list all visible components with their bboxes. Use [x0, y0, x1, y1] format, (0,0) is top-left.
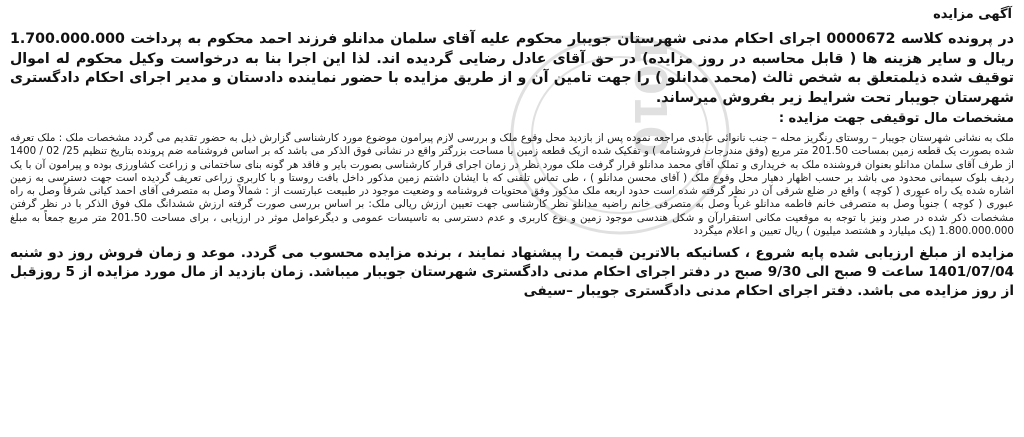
- notice-title: آگهی مزایده: [933, 7, 1012, 22]
- specs-heading: مشخصات مال توقیفی جهت مزایده :: [778, 111, 1014, 126]
- specs-body: ملک به نشانی شهرستان جویبار – روستای رنگریز محله – جنب نانوائی عابدی مراجعه نموده پس از بازدید محل وقوع ملک و بررسی لازم پیرامون موضوع مورد کارشناسی گزارش ذیل به حضور تقدیم می گردد مشخصات ملک : ملک تعرفه شده بصورت یک قطعه زمین بمساحت 201.50 متر مربع (وفق مندرجات فروشنامه ) و تفکیک شده ازیک قطعه زمین با مساحت بزرگتر واقع در نشانی فوق الذکر می باشد که بر اساس فروشنامه ضم پرونده بتاریخ تنظیم 25/ 02 / 1400 از طرف آقای سلمان مدانلو بعنوان فروشنده ملک به خریداری و تملک آقای محمد مدانلو قرار گرفت ملک مورد نظر در زمان اجرای قرار کارشناسی بصورت بایر و فاقد هر گونه بنای ساختمانی و زراعت کشاورزی بوده و پیرامون آن با یک ردیف بلوک سیمانی محدود می باشد بر حسب اظهار دهیار محل وقوع ملک ( آقای محسن مدانلو ) ، طی تماس تلفنی که با ایشان داشتم زمین مذکور داخل بافت روستا و با کاربری زراعی تعریف گردیده است جهت دسترسی به زمین اشاره شده یک راه عبوری ( کوچه ) واقع در ضلع شرقی آن در نظر گرفته شده است حدود اربعه ملک مذکور وفق محتویات فروشنامه و وضعیت موجود در طبیعت عبارتست از : شمالاً وصل به متصرفی آقای احمد کیانی شرقاً وصل به راه عبوری ( کوچه ) جنوباً وصل به متصرفی خانم فاطمه مدانلو غرباً وصل به متصرفی خانم راضیه مدانلو نظر کارشناسی جهت تعیین ارزش ریالی ملک: بر اساس بررسی صورت گرفته ارزش ششدانگ ملک فوق الذکر با در نظر گرفتن مشخصات ذکر شده در صدر ونیز با توجه به موقعیت مکانی استقرارآن و شکل هندسی موجود زمین و نوع کاربری و عدم دسترسی به تاسیسات عمومی و دیگرعوامل موثر در ارزیابی ، برای مساحت 201.50 متر مربع جمعاً به مبلغ 1.800.000.000 (یک میلیارد و هشتصد میلیون ) ریال تعیین و اعلام میگردد: [10, 132, 1015, 238]
- notice-outro: مزایده از مبلغ ارزیابی شده پایه شروع ، کسانیکه بالاترین قیمت را پیشنهاد نمایند ، برنده مزایده محسوب می گردد. موعد و زمان فروش روز دو شنبه 1401/07/04 ساعت 9 صبح الی 9/30 صبح در دفتر اجرای احکام مدنی دادگستری شهرستان جویبار میباشد. زمان بازدید از مال مورد مزایده از 5 روزقبل از روز مزایده می باشد. دفتر اجرای احکام مدنی دادگستری جویبار –سیفی: [10, 245, 1014, 300]
- stamp-number: 1010: [624, 33, 675, 157]
- notice-intro: در پرونده کلاسه 0000672 اجرای احکام مدنی شهرستان جویبار محکوم علیه آقای سلمان مدانلو فرزند احمد محکوم به پرداخت 1.700.000.000 ریال و سایر هزینه ها ( قابل محاسبه در روز مزایده) در حق آقای عادل رضایی گردیده اند. لذا این اجرا بنا به درخواست وکیل محکوم له اموال توقیف شده ذیلمتعلق به شخص ثالث (محمد مدانلو ) را جهت تامین آن و از طریق مزایده با حضور نماینده دادستان و مدیر اجرای احکام دادگستری شهرستان جویبار تحت شرایط زیر بفروش میرساند.: [10, 31, 1014, 106]
